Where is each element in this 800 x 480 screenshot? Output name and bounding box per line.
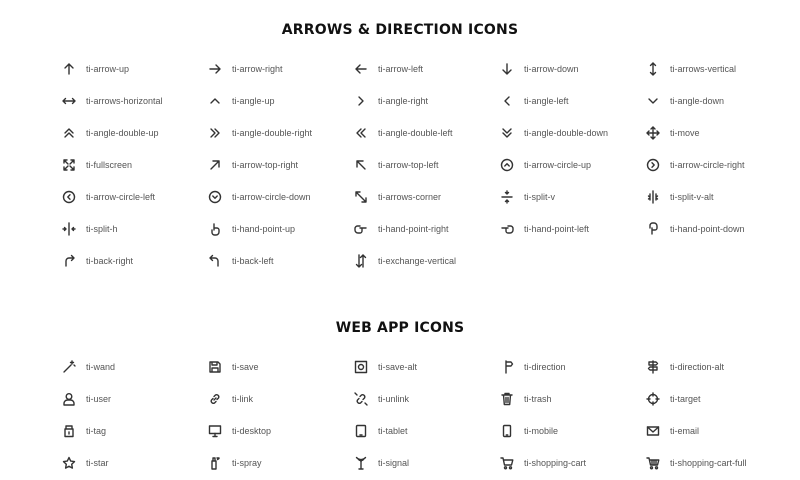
icon-item-tablet — [354, 421, 408, 441]
icon-label: ti-trash — [524, 394, 552, 404]
arrow-top-left-icon — [354, 158, 368, 172]
icon-label: ti-direction-alt — [670, 362, 725, 372]
icon-item-hand-point-up — [208, 219, 295, 239]
target-icon — [646, 392, 660, 406]
icon-item-tag — [62, 421, 106, 441]
icon-label: ti-spray — [232, 458, 262, 468]
angle-left-icon — [500, 94, 514, 108]
direction-alt-icon — [646, 360, 660, 374]
shopping-cart-full-icon — [646, 456, 660, 470]
icon-label: ti-desktop — [232, 426, 272, 436]
icon-label: ti-arrow-top-right — [232, 160, 299, 170]
hand-point-up-icon — [208, 222, 222, 236]
icon-label: ti-split-h — [86, 224, 118, 234]
arrow-left-icon — [354, 62, 368, 76]
icon-item-arrows-corner — [354, 187, 441, 207]
icon-label: ti-arrow-down — [524, 64, 579, 74]
icon-item-angle-double-up — [62, 123, 159, 143]
icon-item-angle-double-right — [208, 123, 312, 143]
icon-item-arrow-top-right — [208, 155, 298, 175]
icon-item-arrow-circle-down — [208, 187, 311, 207]
icon-label: ti-split-v — [524, 192, 555, 202]
icon-item-unlink — [354, 389, 409, 409]
email-icon — [646, 424, 660, 438]
icon-item-arrow-up — [62, 59, 129, 79]
icon-label: ti-shopping-cart-full — [670, 458, 747, 468]
icon-label: ti-fullscreen — [86, 160, 133, 170]
icon-item-angle-up — [208, 91, 275, 111]
icon-item-mobile — [500, 421, 558, 441]
icon-item-split-v-alt — [646, 187, 714, 207]
icon-label: ti-arrow-up — [86, 64, 130, 74]
icon-item-arrow-circle-right — [646, 155, 745, 175]
arrows-vertical-icon — [646, 62, 660, 76]
icon-item-arrow-right — [208, 59, 283, 79]
icon-item-shopping-cart — [500, 453, 586, 473]
icon-item-back-right — [62, 251, 133, 271]
icon-label: ti-hand-point-down — [670, 224, 745, 234]
split-v-icon — [500, 190, 514, 204]
icon-label: ti-unlink — [378, 394, 410, 404]
icon-label: ti-email — [670, 426, 700, 436]
icon-label: ti-angle-double-left — [378, 128, 453, 138]
star-icon — [62, 456, 76, 470]
icon-label: ti-hand-point-right — [378, 224, 449, 234]
icon-label: ti-tag — [86, 426, 107, 436]
hand-point-right-icon — [354, 222, 368, 236]
signal-icon — [354, 456, 368, 470]
icon-item-hand-point-left — [500, 219, 589, 239]
icon-item-arrow-top-left — [354, 155, 439, 175]
icon-item-hand-point-right — [354, 219, 449, 239]
icon-item-arrows-horizontal — [62, 91, 163, 111]
icon-label: ti-arrow-circle-left — [86, 192, 156, 202]
icon-item-link — [208, 389, 253, 409]
icon-item-angle-double-down — [500, 123, 608, 143]
icon-label: ti-arrows-vertical — [670, 64, 737, 74]
icon-label: ti-angle-left — [524, 96, 569, 106]
icon-label: ti-angle-up — [232, 96, 275, 106]
icon-item-split-h — [62, 219, 118, 239]
icon-label: ti-mobile — [524, 426, 559, 436]
icon-label: ti-star — [86, 458, 109, 468]
trash-icon — [500, 392, 514, 406]
hand-point-left-icon — [500, 222, 514, 236]
icon-item-user — [62, 389, 111, 409]
save-alt-icon — [354, 360, 368, 374]
move-icon — [646, 126, 660, 140]
exchange-vertical-icon — [354, 254, 368, 268]
icon-label: ti-save — [232, 362, 259, 372]
icon-item-angle-left — [500, 91, 569, 111]
icon-label: ti-hand-point-left — [524, 224, 590, 234]
icon-item-arrow-down — [500, 59, 579, 79]
split-v-alt-icon — [646, 190, 660, 204]
angle-double-right-icon — [208, 126, 222, 140]
section-title-arrows: ARROWS & DIRECTION ICONS — [281, 22, 519, 38]
icon-label: ti-back-right — [86, 256, 134, 266]
angle-double-down-icon — [500, 126, 514, 140]
icon-item-angle-down — [646, 91, 724, 111]
section-title-web-app: WEB APP ICONS — [335, 320, 465, 336]
unlink-icon — [354, 392, 368, 406]
mobile-icon — [500, 424, 514, 438]
icon-label: ti-arrow-right — [232, 64, 283, 74]
icon-item-hand-point-down — [646, 219, 745, 239]
icon-item-back-left — [208, 251, 274, 271]
icon-label: ti-arrow-circle-up — [524, 160, 592, 170]
icon-item-signal — [354, 453, 409, 473]
icon-label: ti-shopping-cart — [524, 458, 587, 468]
arrow-down-icon — [500, 62, 514, 76]
icon-label: ti-arrow-circle-down — [232, 192, 311, 202]
icon-label: ti-back-left — [232, 256, 274, 266]
direction-icon — [500, 360, 514, 374]
icon-label: ti-angle-down — [670, 96, 725, 106]
wand-icon — [62, 360, 76, 374]
icon-label: ti-target — [670, 394, 701, 404]
back-left-icon — [208, 254, 222, 268]
icon-label: ti-direction — [524, 362, 566, 372]
icon-label: ti-split-v-alt — [670, 192, 714, 202]
tablet-icon — [354, 424, 368, 438]
arrows-horizontal-icon — [62, 94, 76, 108]
save-icon — [208, 360, 222, 374]
hand-point-down-icon — [646, 222, 660, 236]
arrow-circle-down-icon — [208, 190, 222, 204]
icon-label: ti-tablet — [378, 426, 408, 436]
icon-item-angle-double-left — [354, 123, 453, 143]
icon-label: ti-move — [670, 128, 700, 138]
user-icon — [62, 392, 76, 406]
icon-item-wand — [62, 357, 115, 377]
icon-label: ti-angle-double-down — [524, 128, 609, 138]
link-icon — [208, 392, 222, 406]
icon-label: ti-arrow-left — [378, 64, 424, 74]
icon-item-arrow-circle-up — [500, 155, 591, 175]
icon-label: ti-angle-double-up — [86, 128, 159, 138]
angle-double-up-icon — [62, 126, 76, 140]
icon-label: ti-exchange-vertical — [378, 256, 457, 266]
tag-icon — [62, 424, 76, 438]
back-right-icon — [62, 254, 76, 268]
icon-item-spray — [208, 453, 262, 473]
icon-item-star — [62, 453, 109, 473]
icon-item-trash — [500, 389, 552, 409]
angle-up-icon — [208, 94, 222, 108]
icon-label: ti-arrow-top-left — [378, 160, 439, 170]
icon-item-exchange-vertical — [354, 251, 456, 271]
split-h-icon — [62, 222, 76, 236]
icon-label: ti-angle-right — [378, 96, 429, 106]
icon-item-direction — [500, 357, 566, 377]
icon-item-arrows-vertical — [646, 59, 736, 79]
icon-item-email — [646, 421, 699, 441]
icon-item-save-alt — [354, 357, 417, 377]
fullscreen-icon — [62, 158, 76, 172]
icon-label: ti-arrows-corner — [378, 192, 442, 202]
icon-item-arrow-left — [354, 59, 423, 79]
icon-label: ti-signal — [378, 458, 410, 468]
spray-icon — [208, 456, 222, 470]
icon-label: ti-save-alt — [378, 362, 418, 372]
icon-item-shopping-cart-full — [646, 453, 747, 473]
angle-down-icon — [646, 94, 660, 108]
icon-label: ti-link — [232, 394, 254, 404]
arrow-circle-right-icon — [646, 158, 660, 172]
icon-label: ti-user — [86, 394, 112, 404]
icon-item-target — [646, 389, 701, 409]
icon-item-angle-right — [354, 91, 428, 111]
icon-label: ti-wand — [86, 362, 116, 372]
arrows-corner-icon — [354, 190, 368, 204]
shopping-cart-icon — [500, 456, 514, 470]
arrow-right-icon — [208, 62, 222, 76]
arrow-top-right-icon — [208, 158, 222, 172]
arrow-circle-up-icon — [500, 158, 514, 172]
angle-double-left-icon — [354, 126, 368, 140]
angle-right-icon — [354, 94, 368, 108]
icon-item-move — [646, 123, 700, 143]
arrow-up-icon — [62, 62, 76, 76]
icon-label: ti-angle-double-right — [232, 128, 313, 138]
icon-item-desktop — [208, 421, 271, 441]
icon-label: ti-arrow-circle-right — [670, 160, 745, 170]
arrow-circle-left-icon — [62, 190, 76, 204]
icon-item-split-v — [500, 187, 555, 207]
icon-item-save — [208, 357, 259, 377]
icon-label: ti-hand-point-up — [232, 224, 296, 234]
icon-item-direction-alt — [646, 357, 724, 377]
desktop-icon — [208, 424, 222, 438]
icon-item-arrow-circle-left — [62, 187, 155, 207]
icon-label: ti-arrows-horizontal — [86, 96, 163, 106]
icon-item-fullscreen — [62, 155, 132, 175]
